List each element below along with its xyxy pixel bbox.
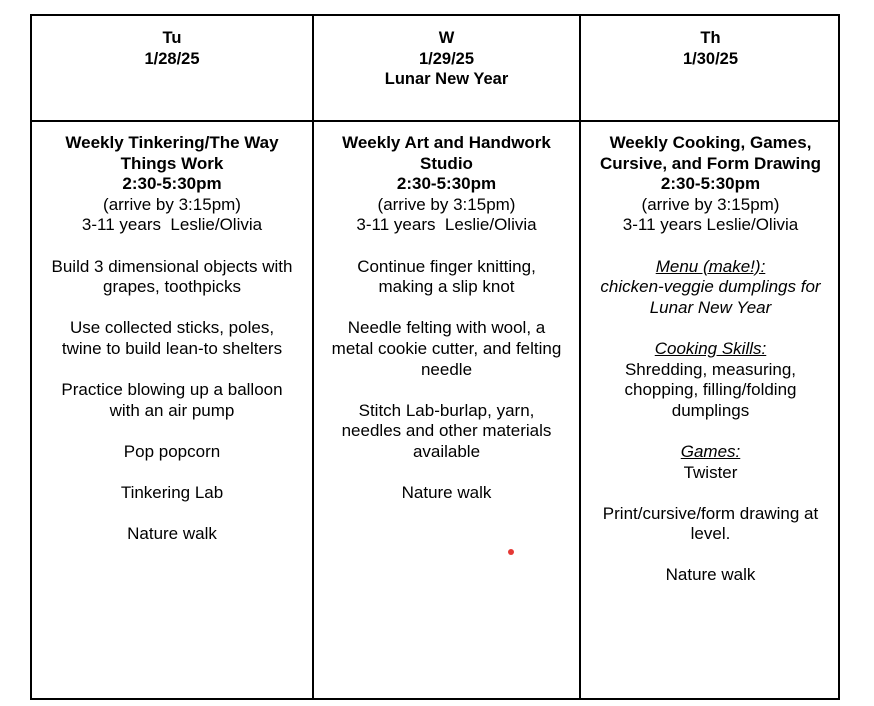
activity: Stitch Lab-burlap, yarn, bbox=[358, 400, 535, 420]
activity: available bbox=[412, 441, 481, 461]
schedule-table bbox=[30, 14, 840, 700]
session-title: Weekly Tinkering/The Way bbox=[65, 133, 279, 152]
games-label: Games: bbox=[680, 441, 741, 461]
holiday-label: Lunar New Year bbox=[384, 70, 509, 89]
date-label: 1/30/25 bbox=[682, 49, 739, 68]
menu-label: Menu (make!): bbox=[655, 256, 766, 276]
wednesday-cell bbox=[314, 133, 579, 504]
cooking-skills: dumplings bbox=[671, 400, 750, 420]
red-marker-dot bbox=[508, 549, 514, 555]
day-label: Th bbox=[700, 29, 721, 47]
ages-staff: 3-11 years Leslie/Olivia bbox=[81, 215, 263, 235]
activity: Tinkering Lab bbox=[120, 483, 224, 503]
header-thursday bbox=[581, 28, 840, 69]
session-title: Studio bbox=[420, 153, 473, 173]
activity: needles and other materials bbox=[341, 421, 552, 441]
activity: with an air pump bbox=[109, 400, 235, 420]
session-time: 2:30-5:30pm bbox=[396, 174, 497, 194]
activity: Nature walk bbox=[127, 524, 217, 544]
session-title: Weekly Cooking, Games, bbox=[609, 133, 812, 152]
game-item: Twister bbox=[683, 462, 738, 482]
date-label: 1/28/25 bbox=[144, 49, 200, 68]
menu-item: chicken-veggie dumplings for bbox=[600, 277, 821, 297]
session-title: Weekly Art and Handwork bbox=[342, 133, 551, 152]
activity: twine to build lean-to shelters bbox=[61, 338, 283, 358]
arrival-note: (arrive by 3:15pm) bbox=[641, 194, 780, 214]
ages-staff: 3-11 years Leslie/Olivia bbox=[622, 215, 799, 235]
header-divider bbox=[32, 120, 838, 122]
session-time: 2:30-5:30pm bbox=[660, 174, 761, 194]
activity: Continue finger knitting, bbox=[357, 256, 536, 276]
day-label: W bbox=[438, 29, 455, 47]
day-label: Tu bbox=[162, 29, 182, 47]
activity: grapes, toothpicks bbox=[103, 277, 241, 297]
activity: Pop popcorn bbox=[123, 441, 221, 461]
cooking-skills: chopping, filling/folding bbox=[624, 380, 797, 400]
activity: Use collected sticks, poles, bbox=[69, 318, 275, 338]
menu-item: Lunar New Year bbox=[649, 297, 772, 317]
date-label: 1/29/25 bbox=[418, 49, 475, 68]
activity: metal cookie cutter, and felting bbox=[331, 338, 562, 358]
session-title: Things Work bbox=[120, 153, 224, 173]
thursday-cell bbox=[581, 133, 840, 586]
cooking-skills: Shredding, measuring, bbox=[624, 359, 797, 379]
tuesday-cell bbox=[32, 133, 312, 545]
activity: Print/cursive/form drawing at bbox=[602, 503, 819, 523]
session-title: Cursive, and Form Drawing bbox=[599, 153, 822, 173]
arrival-note: (arrive by 3:15pm) bbox=[377, 194, 516, 214]
activity: Build 3 dimensional objects with bbox=[51, 256, 293, 276]
activity: needle bbox=[420, 359, 473, 379]
activity: Nature walk bbox=[401, 483, 492, 503]
header-wednesday bbox=[314, 28, 579, 90]
activity: Practice blowing up a balloon bbox=[61, 380, 283, 400]
activity: making a slip knot bbox=[378, 277, 515, 297]
activity: level. bbox=[690, 524, 731, 544]
arrival-note: (arrive by 3:15pm) bbox=[103, 194, 241, 214]
header-tuesday bbox=[32, 28, 312, 69]
activity: Needle felting with wool, a bbox=[347, 318, 546, 338]
ages-staff: 3-11 years Leslie/Olivia bbox=[356, 215, 537, 235]
session-time: 2:30-5:30pm bbox=[122, 174, 222, 194]
cooking-skills-label: Cooking Skills: bbox=[654, 338, 767, 358]
activity: Nature walk bbox=[665, 565, 756, 585]
